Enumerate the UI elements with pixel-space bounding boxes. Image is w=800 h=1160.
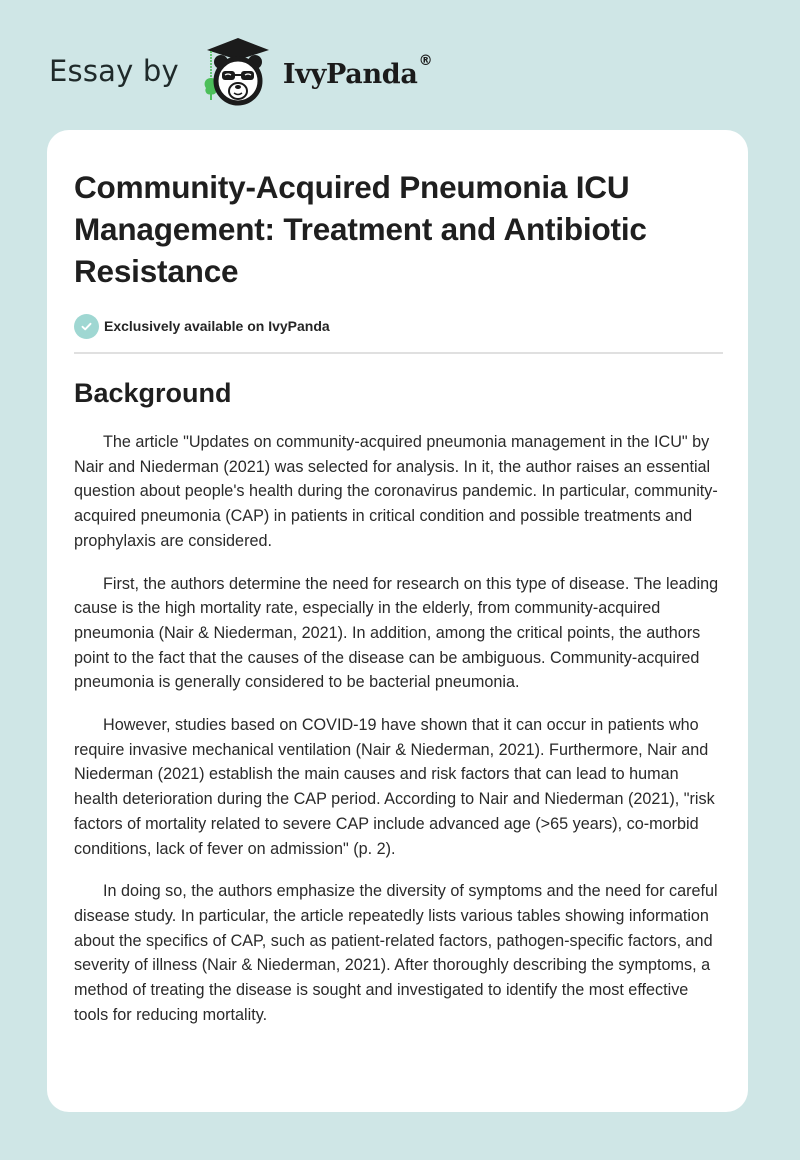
paragraph: The article "Updates on community-acquired pneumonia management in the ICU" by Nair and Niederman (2021) was selected for analysis. In it, the author raises an essential question about people's health during the coronavirus pandemic. In particular, community-acquired pneumonia (CAP) in patients in critical condition and possible treatments and prophylaxis are considered.	[74, 433, 718, 550]
exclusive-label: Exclusively available on IvyPanda	[104, 318, 330, 334]
paragraph: In doing so, the authors emphasize the diversity of symptoms and the need for careful disease study. In particular, the article repeatedly lists various tables showing information about the specifics of CAP, such as patient-related factors, pathogen-specific factors, and severity of illness (Nair & Niederman, 2021). After thoroughly describing the symptoms, a method of treating the disease is sought and investigated to identify the most effective tools for reducing mortality.	[74, 882, 718, 1024]
brand-header	[49, 36, 432, 108]
brand-name-text: IvyPanda	[282, 58, 418, 90]
paragraph: However, studies based on COVID-19 have shown that it can occur in patients who require invasive mechanical ventilation (Nair & Niederman, 2021). Furthermore, Nair and Niederman (2021) establish the main causes and risk factors that can lead to human health deterioration during the CAP period. According to Nair and Niederman (2021), "risk factors of mortality related to severe CAP include advanced age (>65 years), co-morbid conditions, lack of fever on admission" (p. 2).	[74, 716, 715, 858]
paragraph: First, the authors determine the need for research on this type of disease. The leading cause is the high mortality rate, especially in the elderly, from community-acquired pneumonia (Nair & Niederman, 2021). In addition, among the critical points, the authors point to the fact that the causes of the disease can be ambiguous. Community-acquired pneumonia is generally considered to be bacterial pneumonia.	[74, 574, 719, 692]
section-background	[74, 376, 723, 1027]
brand-name[interactable]	[282, 52, 433, 90]
divider	[74, 352, 723, 354]
registered-mark: ®	[418, 52, 433, 69]
page-title: Community-Acquired Pneumonia ICU Management: Treatment and Antibiotic Resistance	[74, 169, 647, 289]
check-circle-icon	[74, 314, 99, 339]
panda-graduation-cap-icon[interactable]	[197, 36, 279, 108]
essay-card	[47, 130, 748, 1112]
exclusive-badge	[74, 312, 723, 340]
essay-by-label: Essay by	[49, 54, 179, 88]
section-heading: Background	[74, 378, 232, 408]
